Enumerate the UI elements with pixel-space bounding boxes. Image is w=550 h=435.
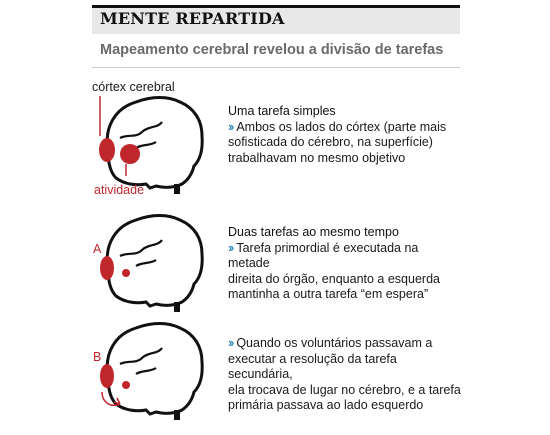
section-line: Tarefa primordial é executada na metade (228, 240, 419, 270)
section-line: executar a resolução da tarefa secundária, (228, 351, 397, 381)
section-line: Quando os voluntários passavam a (236, 336, 433, 350)
section-line: direita do órgão, enquanto a esquerda (228, 271, 440, 286)
activity-spot-b (122, 269, 130, 277)
section-simple-task (228, 104, 463, 166)
activity-spot-a (122, 381, 130, 389)
subtitle: Mapeamento cerebral revelou a divisão de tarefas (100, 42, 444, 58)
cortex-label: córtex cerebral (92, 80, 175, 94)
section-line: mantinha a outra tarefa “em espera” (228, 287, 429, 301)
marker-a: A (93, 242, 102, 256)
activity-label: atividade (94, 183, 145, 197)
section-line: ela trocava de lugar no cérebro, e a tarefa (228, 382, 461, 397)
divider (92, 67, 460, 68)
brain-diagram-simple-task (90, 92, 210, 202)
activity-spot-right (120, 144, 140, 164)
page-title: MENTE REPARTIDA (100, 9, 285, 28)
section-line: sofisticada do cérebro, na superfície) (228, 135, 433, 149)
section-line: trabalhavam no mesmo objetivo (228, 150, 406, 165)
section-two-tasks (228, 225, 463, 303)
activity-spot-left (99, 138, 115, 162)
section-title: Duas tarefas ao mesmo tempo (228, 225, 399, 239)
brain-diagram-two-tasks (90, 210, 210, 320)
brain-diagram-switch (90, 318, 210, 428)
double-chevron-right-icon: ›› (228, 336, 233, 350)
activity-spot-a (100, 256, 114, 280)
section-title: Uma tarefa simples (228, 104, 336, 118)
marker-b: B (93, 350, 102, 364)
section-line: primária passava ao lado esquerdo (228, 398, 424, 412)
section-switch (228, 336, 463, 414)
activity-spot-b (100, 364, 114, 388)
double-chevron-right-icon: ›› (228, 119, 233, 134)
double-chevron-right-icon: ›› (228, 240, 233, 255)
section-line: Ambos os lados do córtex (parte mais (236, 119, 447, 134)
